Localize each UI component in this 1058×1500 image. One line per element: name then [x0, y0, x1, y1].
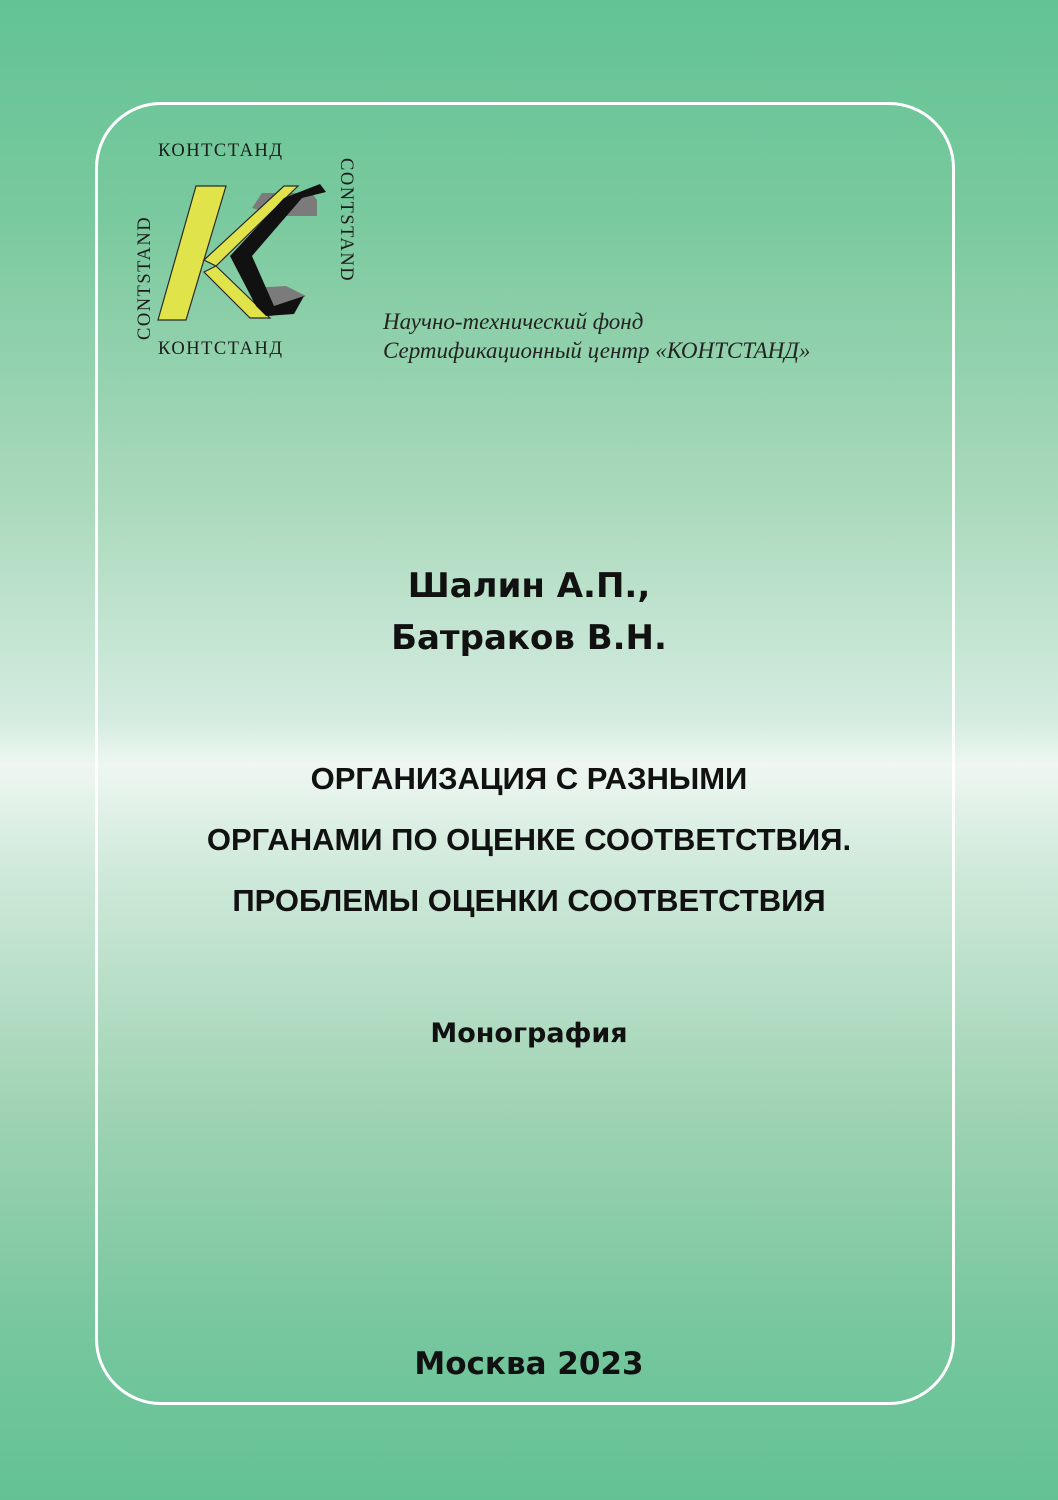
logo-text-left: CONTSTAND	[135, 215, 155, 340]
organization-block	[383, 307, 810, 365]
organization-line-1: Научно-технический фонд	[383, 309, 644, 334]
author-2: Батраков В.Н.	[391, 618, 667, 658]
title-line-1: ОРГАНИЗАЦИЯ С РАЗНЫМИ	[310, 761, 748, 796]
logo-text-bottom: КОНТСТАНД	[158, 339, 284, 359]
genre-label: Монография	[430, 1018, 628, 1049]
contstand-logo-icon	[134, 138, 356, 360]
title-line-3: ПРОБЛЕМЫ ОЦЕНКИ СООТВЕТСТВИЯ	[232, 883, 826, 918]
book-title	[0, 748, 1058, 931]
organization-line-2: Сертификационный центр «КОНТСТАНД»	[383, 338, 811, 363]
contstand-logo	[134, 138, 356, 360]
logo-text-right: CONTSTAND	[336, 158, 356, 283]
title-line-2: ОРГАНАМИ ПО ОЦЕНКЕ СООТВЕТСТВИЯ.	[206, 822, 852, 857]
authors	[0, 560, 1058, 664]
author-1: Шалин А.П.,	[407, 566, 651, 606]
logo-text-top: КОНТСТАНД	[158, 141, 284, 161]
place-year: Москва 2023	[414, 1346, 644, 1382]
